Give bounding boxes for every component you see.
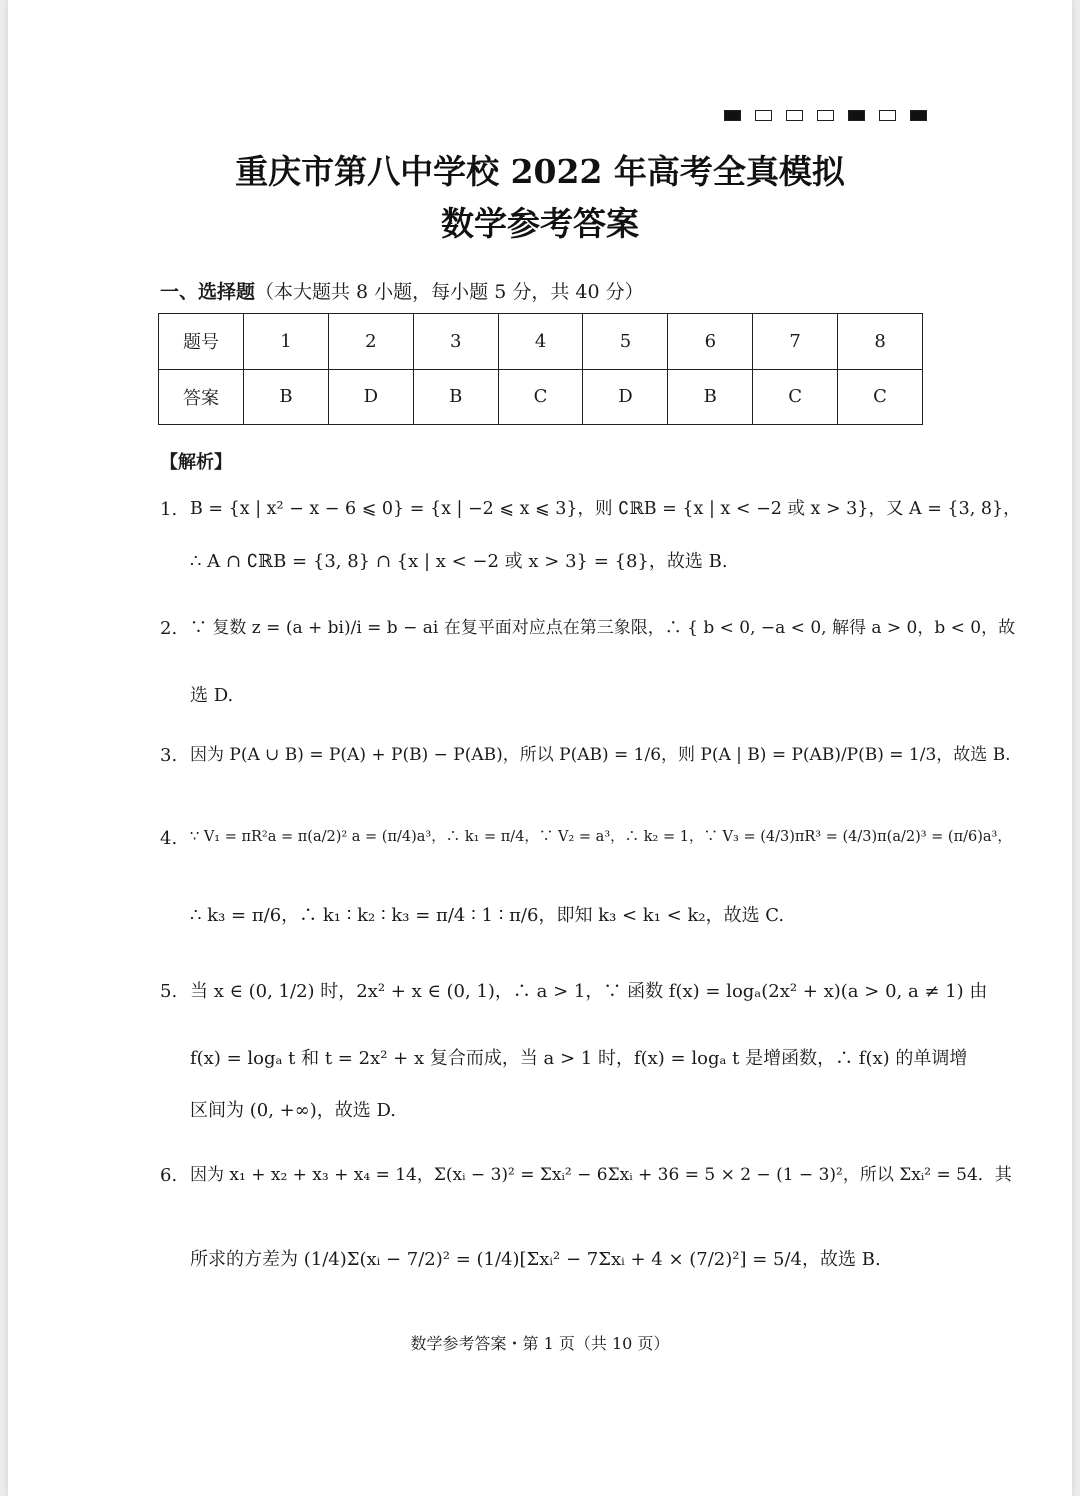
document-subtitle: 数学参考答案 [441, 204, 639, 243]
solution-text: f(x) = logₐ t 和 t = 2x² + x 复合而成，当 a > 1 时，f(x) = logₐ t 是增函数，∴ f(x) 的单调增 [190, 1048, 968, 1069]
table-cell: 5 [583, 314, 668, 370]
table-cell: 7 [753, 314, 838, 370]
answer-table [158, 313, 923, 425]
document-title: 重庆市第八中学校 2022 年高考全真模拟 [235, 152, 845, 191]
table-row [159, 314, 923, 370]
analysis-label: 【解析】 [160, 452, 232, 473]
solution-text: ∵ 复数 z = (a + bi)/i = b − ai 在复平面对应点在第三象限，∴ { b < 0, −a < 0, 解得 a > 0，b < 0，故 [190, 618, 1016, 638]
marker-block [724, 110, 741, 121]
solution-text: 当 x ∈ (0, 1/2) 时，2x² + x ∈ (0, 1)，∴ a > 1，∵ 函数 f(x) = logₐ(2x² + x)(a > 0, a ≠ 1) 由 [190, 981, 988, 1002]
marker-block [786, 110, 803, 121]
table-cell: 6 [668, 314, 753, 370]
solution-number: 5. [160, 981, 178, 1002]
solution-text: ∴ A ∩ ∁ℝB = {3, 8} ∩ {x | x < −2 或 x > 3} = {8}，故选 B. [190, 551, 728, 572]
section-note: （本大题共 8 小题，每小题 5 分，共 40 分） [255, 281, 644, 303]
table-cell: 8 [838, 314, 923, 370]
table-cell: C [838, 369, 923, 425]
table-cell: 1 [244, 314, 329, 370]
solution-text: ∴ k₃ = π/6，∴ k₁ ∶ k₂ ∶ k₃ = π/4 ∶ 1 ∶ π/6，即知 k₃ < k₁ < k₂，故选 C. [190, 905, 785, 926]
table-cell: B [244, 369, 329, 425]
solution-number: 2. [160, 618, 178, 639]
solution-text: 区间为 (0, +∞)，故选 D. [190, 1100, 396, 1121]
solution-text: B = {x | x² − x − 6 ⩽ 0} = {x | −2 ⩽ x ⩽ 3}，则 ∁ℝB = {x | x < −2 或 x > 3}，又 A = {3, 8}， [190, 499, 1021, 519]
marker-block [817, 110, 834, 121]
marker-block [879, 110, 896, 121]
table-row [159, 369, 923, 425]
table-cell: B [413, 369, 498, 425]
table-cell: D [328, 369, 413, 425]
marker-block [848, 110, 865, 121]
table-cell: 3 [413, 314, 498, 370]
table-cell: 2 [328, 314, 413, 370]
marker-block [910, 110, 927, 121]
page-footer: 数学参考答案・第 1 页（共 10 页） [410, 1334, 670, 1353]
table-cell: D [583, 369, 668, 425]
solution-text: 因为 P(A ∪ B) = P(A) + P(B) − P(AB)，所以 P(AB) = 1/6，则 P(A | B) = P(AB)/P(B) = 1/3，故选 B. [190, 745, 1011, 765]
solution-text: 所求的方差为 (1/4)Σ(xᵢ − 7/2)² = (1/4)[Σxᵢ² − 7Σxᵢ + 4 × (7/2)²] = 5/4，故选 B. [190, 1249, 881, 1270]
solution-number: 3. [160, 745, 178, 766]
section-heading [160, 277, 644, 304]
solution-number: 4. [160, 828, 178, 849]
table-cell: C [498, 369, 583, 425]
solution-text: ∵ V₁ = πR²a = π(a/2)² a = (π/4)a³，∴ k₁ = π/4，∵ V₂ = a³，∴ k₂ = 1，∵ V₃ = (4/3)πR³ = (4/3)π(a/2)³ = (π/6)a³， [190, 829, 1012, 845]
solution-text: 因为 x₁ + x₂ + x₃ + x₄ = 14，Σ(xᵢ − 3)² = Σxᵢ² − 6Σxᵢ + 36 = 5 × 2 − (1 − 3)²，所以 Σxᵢ² = 54．其 [190, 1165, 1012, 1185]
row-label: 答案 [159, 369, 244, 425]
solution-number: 6. [160, 1165, 178, 1186]
table-cell: 4 [498, 314, 583, 370]
solution-number: 1. [160, 499, 178, 520]
table-cell: C [753, 369, 838, 425]
marker-block [755, 110, 772, 121]
solution-text: 选 D. [190, 685, 234, 706]
table-cell: B [668, 369, 753, 425]
document-page [8, 0, 1072, 1496]
section-title: 一、选择题 [160, 281, 256, 303]
row-label: 题号 [159, 314, 244, 370]
